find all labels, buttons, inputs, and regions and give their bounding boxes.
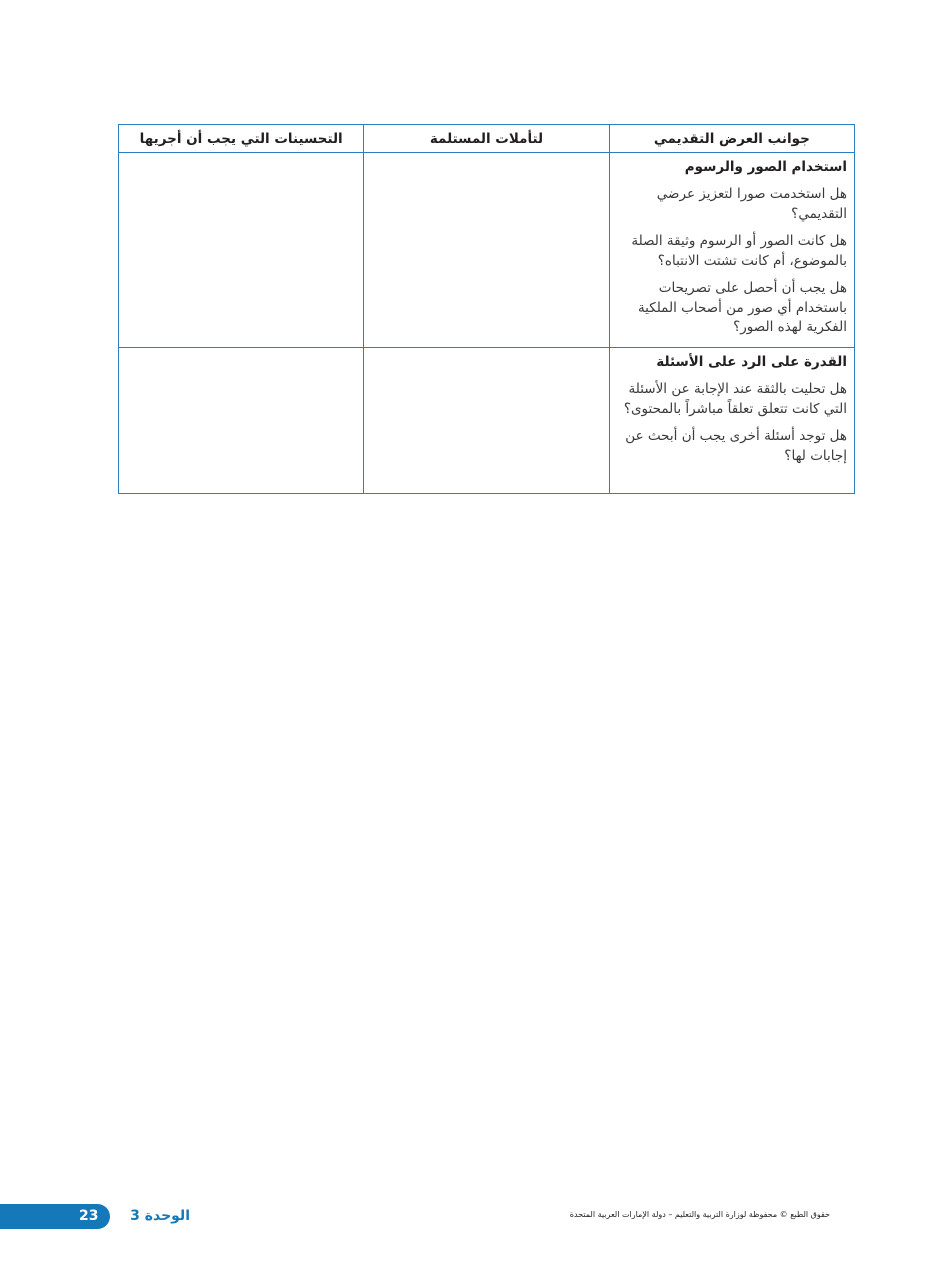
- header-reflections: لتأملات المستلمة: [364, 125, 609, 153]
- reflections-cell[interactable]: [364, 153, 609, 348]
- page-number: 23: [79, 1208, 99, 1224]
- reflections-cell[interactable]: [364, 348, 609, 494]
- header-improvements: التحسينات التي يجب أن أجريها: [119, 125, 364, 153]
- table-row: [119, 153, 855, 348]
- section-title: استخدام الصور والرسوم: [684, 159, 847, 175]
- unit-label: الوحدة 3: [130, 1208, 190, 1224]
- table-row: [119, 348, 855, 494]
- aspect-cell: [609, 153, 854, 348]
- improvements-cell[interactable]: [119, 153, 364, 348]
- improvements-cell[interactable]: [119, 348, 364, 494]
- table-header-row: [119, 125, 855, 153]
- question-text: هل استخدمت صورا لتعزيز عرضي التقديمي؟: [656, 186, 847, 222]
- question-text: هل توجد أسئلة أخرى يجب أن أبحث عن إجابات لها؟: [625, 428, 847, 464]
- reflection-table: [118, 124, 855, 494]
- question-text: هل تحليت بالثقة عند الإجابة عن الأسئلة التي كانت تتعلق تعلقاً مباشراً بالمحتوى؟: [623, 381, 847, 417]
- copyright-notice: حقوق الطبع © محفوظة لوزارة التربية والتعليم – دولة الإمارات العربية المتحدة: [569, 1210, 830, 1219]
- section-title: القدرة على الرد على الأسئلة: [656, 354, 847, 370]
- aspect-cell: [609, 348, 854, 494]
- question-text: هل يجب أن أحصل على تصريحات باستخدام أي صور من أصحاب الملكية الفكرية لهذه الصور؟: [637, 280, 847, 335]
- question-text: هل كانت الصور أو الرسوم وثيقة الصلة بالموضوع، أم كانت تشتت الانتباه؟: [631, 233, 847, 269]
- header-aspects: جوانب العرض التقديمي: [609, 125, 854, 153]
